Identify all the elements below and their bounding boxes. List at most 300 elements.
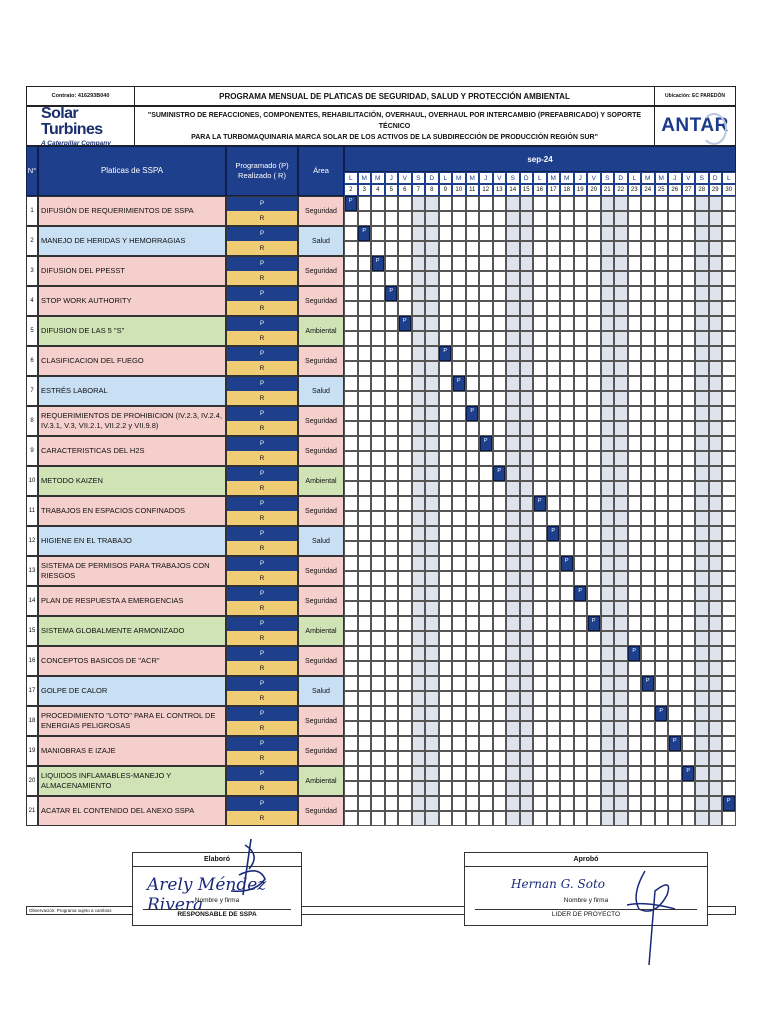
day-cell <box>560 271 574 286</box>
day-cell <box>533 331 547 346</box>
day-cell <box>520 346 534 361</box>
day-cell <box>560 586 574 601</box>
day-cell <box>412 706 426 721</box>
day-cell <box>547 586 561 601</box>
day-cell <box>628 616 642 631</box>
day-cell <box>479 241 493 256</box>
day-cell <box>344 376 358 391</box>
day-cell <box>614 331 628 346</box>
programmed-realized-cell <box>226 706 298 736</box>
area-label: Seguridad <box>298 196 344 226</box>
day-cell <box>466 286 480 301</box>
day-cell <box>493 271 507 286</box>
realized-band: R <box>227 661 297 675</box>
signature-caption: Nombre y firma <box>563 897 609 904</box>
day-cell <box>452 511 466 526</box>
day-cell <box>547 691 561 706</box>
day-cell <box>385 196 399 211</box>
day-cell <box>493 361 507 376</box>
day-cell <box>668 451 682 466</box>
day-cell <box>574 631 588 646</box>
day-cell <box>385 331 399 346</box>
day-cell <box>412 781 426 796</box>
day-cell <box>466 346 480 361</box>
observations-note: Observación: Programa sujeto a cambios <box>26 906 736 915</box>
day-cell <box>358 571 372 586</box>
topic-name: SISTEMA DE PERMISOS PARA TRABAJOS CON RIESGOS <box>38 556 226 586</box>
day-cell <box>668 721 682 736</box>
area-label: Ambiental <box>298 466 344 496</box>
area-label: Salud <box>298 376 344 406</box>
day-cell <box>547 646 561 661</box>
day-cell <box>385 586 399 601</box>
programmed-band: P <box>227 227 297 241</box>
day-cell <box>398 526 412 541</box>
day-cell <box>439 256 453 271</box>
day-cell <box>601 241 615 256</box>
day-cell <box>520 286 534 301</box>
day-cell <box>439 736 453 751</box>
day-cell <box>574 601 588 616</box>
day-cell <box>385 226 399 241</box>
day-cell <box>358 391 372 406</box>
programmed-realized-cell <box>226 376 298 406</box>
day-cell <box>682 451 696 466</box>
calendar-cells <box>344 346 736 376</box>
programmed-realized-cell <box>226 226 298 256</box>
day-cell <box>398 211 412 226</box>
day-cell <box>628 676 642 691</box>
day-cell <box>655 496 669 511</box>
table-row <box>26 256 736 286</box>
day-cell <box>493 616 507 631</box>
calendar-cells <box>344 406 736 436</box>
day-cell <box>722 541 736 556</box>
day-cell <box>506 421 520 436</box>
day-cell <box>682 541 696 556</box>
day-cell <box>641 346 655 361</box>
area-label: Salud <box>298 226 344 256</box>
scheduled-marker: P <box>723 796 735 811</box>
programmed-band: P <box>227 347 297 361</box>
day-cell <box>439 766 453 781</box>
day-cell <box>385 631 399 646</box>
day-cell <box>425 226 439 241</box>
day-cell <box>682 616 696 631</box>
day-cell <box>385 346 399 361</box>
day-cell <box>601 796 615 811</box>
day-cell <box>614 616 628 631</box>
day-cell <box>682 196 696 211</box>
day-number: 9 <box>439 184 453 196</box>
day-cell <box>493 436 507 451</box>
day-cell <box>682 421 696 436</box>
row-number: 6 <box>26 346 38 376</box>
programmed-realized-cell <box>226 676 298 706</box>
day-cell <box>398 421 412 436</box>
day-cell <box>344 421 358 436</box>
day-cell <box>385 736 399 751</box>
day-cell <box>574 796 588 811</box>
day-cell <box>668 226 682 241</box>
day-cell <box>493 451 507 466</box>
day-cell <box>695 271 709 286</box>
day-cell <box>452 751 466 766</box>
day-cell <box>344 481 358 496</box>
day-cell <box>682 376 696 391</box>
day-cell <box>574 691 588 706</box>
topic-name: SISTEMA GLOBALMENTE ARMONIZADO <box>38 616 226 646</box>
calendar-cells <box>344 376 736 406</box>
day-cell <box>371 781 385 796</box>
day-cell <box>466 451 480 466</box>
day-cell <box>371 706 385 721</box>
day-cell <box>709 361 723 376</box>
day-cell <box>506 271 520 286</box>
day-cell <box>412 391 426 406</box>
row-number: 7 <box>26 376 38 406</box>
day-cell <box>520 556 534 571</box>
day-cell <box>452 631 466 646</box>
day-cell <box>398 676 412 691</box>
day-cell <box>533 286 547 301</box>
day-cell <box>533 361 547 376</box>
day-cell <box>506 256 520 271</box>
day-cell <box>601 631 615 646</box>
day-cell <box>709 286 723 301</box>
day-cell <box>371 211 385 226</box>
day-cell <box>358 646 372 661</box>
day-cell <box>574 466 588 481</box>
day-cell <box>601 781 615 796</box>
day-cell <box>695 511 709 526</box>
day-cell <box>358 346 372 361</box>
day-cell <box>506 226 520 241</box>
day-cell <box>533 721 547 736</box>
day-cell <box>560 571 574 586</box>
day-cell <box>574 616 588 631</box>
day-cell <box>358 361 372 376</box>
calendar-cells <box>344 226 736 256</box>
signature-scribble-icon <box>615 865 685 975</box>
programmed-band: P <box>227 197 297 211</box>
table-row <box>26 466 736 496</box>
day-cell <box>614 316 628 331</box>
day-letter: D <box>614 172 628 184</box>
day-cell <box>479 496 493 511</box>
day-cell <box>533 676 547 691</box>
day-cell <box>344 646 358 661</box>
day-number: 19 <box>574 184 588 196</box>
day-cell <box>668 481 682 496</box>
day-number: 5 <box>385 184 399 196</box>
day-cell <box>682 691 696 706</box>
day-cell <box>547 556 561 571</box>
table-row <box>26 556 736 586</box>
day-cell <box>722 691 736 706</box>
day-cell <box>628 436 642 451</box>
day-cell <box>466 526 480 541</box>
day-cell <box>506 196 520 211</box>
day-cell <box>466 361 480 376</box>
day-cell <box>601 586 615 601</box>
day-cell <box>574 391 588 406</box>
day-cell <box>655 751 669 766</box>
day-cell <box>371 241 385 256</box>
day-cell <box>398 736 412 751</box>
day-cell <box>722 256 736 271</box>
topic-name: PROCEDIMIENTO "LOTO" PARA EL CONTROL DE ENERGIAS PELIGROSAS <box>38 706 226 736</box>
day-cell <box>682 751 696 766</box>
day-cell <box>439 496 453 511</box>
day-cell <box>425 781 439 796</box>
day-cell <box>425 241 439 256</box>
day-cell <box>371 196 385 211</box>
day-cell <box>358 271 372 286</box>
scheduled-marker: P <box>358 226 370 241</box>
row-number: 17 <box>26 676 38 706</box>
day-cell <box>641 451 655 466</box>
day-cell <box>425 646 439 661</box>
programmed-band: P <box>227 497 297 511</box>
day-cell <box>412 541 426 556</box>
day-cell <box>668 361 682 376</box>
day-cell <box>628 451 642 466</box>
scheduled-marker: P <box>628 646 640 661</box>
day-cell <box>344 631 358 646</box>
antar-wordmark: ANTAR <box>661 115 729 136</box>
day-cell <box>358 526 372 541</box>
day-cell <box>493 541 507 556</box>
day-cell <box>668 676 682 691</box>
day-cell <box>398 601 412 616</box>
day-cell <box>587 406 601 421</box>
topic-name: METODO KAIZEN <box>38 466 226 496</box>
day-cell <box>668 751 682 766</box>
day-cell <box>587 721 601 736</box>
scheduled-marker: P <box>574 586 586 601</box>
day-cell <box>574 571 588 586</box>
day-cell <box>641 571 655 586</box>
day-cell <box>452 286 466 301</box>
brand-name: Solar Turbines <box>41 104 103 138</box>
day-cell <box>533 526 547 541</box>
day-cell <box>655 301 669 316</box>
day-cell <box>439 196 453 211</box>
programmed-realized-cell <box>226 316 298 346</box>
day-cell <box>533 601 547 616</box>
day-cell <box>628 346 642 361</box>
day-cell <box>425 391 439 406</box>
day-cell <box>655 541 669 556</box>
day-cell <box>560 691 574 706</box>
day-cell <box>601 601 615 616</box>
day-cell <box>709 721 723 736</box>
day-letter: L <box>533 172 547 184</box>
day-cell <box>344 361 358 376</box>
day-cell <box>344 391 358 406</box>
day-cell <box>641 271 655 286</box>
day-cell <box>479 406 493 421</box>
day-number: 16 <box>533 184 547 196</box>
day-cell <box>628 301 642 316</box>
day-cell <box>722 226 736 241</box>
day-cell <box>547 316 561 331</box>
brand-tagline: A Caterpillar Company <box>41 139 111 147</box>
day-cell <box>493 676 507 691</box>
realized-band: R <box>227 781 297 795</box>
day-cell <box>614 241 628 256</box>
day-cell <box>520 406 534 421</box>
day-cell <box>425 631 439 646</box>
day-cell <box>344 751 358 766</box>
day-cell <box>614 436 628 451</box>
day-cell <box>358 496 372 511</box>
signature-box-aprobo <box>464 852 708 926</box>
day-cell <box>398 361 412 376</box>
day-cell <box>533 736 547 751</box>
day-cell <box>574 481 588 496</box>
day-cell <box>452 226 466 241</box>
day-cell <box>371 796 385 811</box>
day-cell <box>439 391 453 406</box>
day-cell <box>358 781 372 796</box>
day-cell <box>466 466 480 481</box>
day-cell <box>560 601 574 616</box>
day-cell <box>601 571 615 586</box>
day-cell <box>695 421 709 436</box>
day-cell <box>493 256 507 271</box>
day-cell <box>385 316 399 331</box>
day-cell <box>520 721 534 736</box>
day-cell <box>479 361 493 376</box>
day-cell <box>668 571 682 586</box>
scheduled-marker: P <box>439 346 451 361</box>
programmed-band: P <box>227 437 297 451</box>
day-header-row <box>344 172 736 196</box>
realized-band: R <box>227 241 297 255</box>
day-cell <box>722 196 736 211</box>
day-cell <box>601 766 615 781</box>
day-cell <box>439 301 453 316</box>
day-cell <box>493 511 507 526</box>
table-row <box>26 706 736 736</box>
day-letter: V <box>682 172 696 184</box>
day-cell <box>344 736 358 751</box>
topic-name: GOLPE DE CALOR <box>38 676 226 706</box>
day-cell <box>722 376 736 391</box>
day-cell <box>452 811 466 826</box>
day-cell <box>641 631 655 646</box>
day-cell <box>587 541 601 556</box>
area-label: Seguridad <box>298 346 344 376</box>
day-cell <box>506 436 520 451</box>
programmed-band: P <box>227 407 297 421</box>
day-cell <box>560 496 574 511</box>
day-cell <box>344 571 358 586</box>
header-top-row <box>26 86 736 106</box>
day-cell <box>709 436 723 451</box>
day-cell <box>560 301 574 316</box>
day-cell <box>614 481 628 496</box>
day-cell <box>587 271 601 286</box>
day-cell <box>533 766 547 781</box>
day-cell <box>533 241 547 256</box>
day-cell <box>547 481 561 496</box>
day-cell <box>560 631 574 646</box>
day-cell <box>439 586 453 601</box>
row-number: 10 <box>26 466 38 496</box>
day-cell <box>641 481 655 496</box>
day-cell <box>682 661 696 676</box>
day-cell <box>493 556 507 571</box>
day-cell <box>547 796 561 811</box>
day-cell <box>560 466 574 481</box>
day-cell <box>547 451 561 466</box>
day-cell <box>344 256 358 271</box>
day-cell <box>668 271 682 286</box>
day-cell <box>722 616 736 631</box>
day-cell <box>479 286 493 301</box>
scheduled-marker: P <box>453 376 465 391</box>
day-cell <box>628 526 642 541</box>
day-cell <box>695 811 709 826</box>
day-cell <box>709 331 723 346</box>
day-cell <box>412 571 426 586</box>
day-cell <box>695 571 709 586</box>
day-cell <box>506 361 520 376</box>
day-cell <box>385 781 399 796</box>
day-cell <box>439 751 453 766</box>
day-cell <box>601 481 615 496</box>
day-cell <box>641 556 655 571</box>
day-cell <box>587 331 601 346</box>
day-cell <box>641 286 655 301</box>
programmed-band: P <box>227 377 297 391</box>
day-cell <box>466 196 480 211</box>
day-cell <box>412 661 426 676</box>
day-cell <box>695 796 709 811</box>
day-cell <box>628 466 642 481</box>
day-cell <box>520 616 534 631</box>
day-cell <box>371 451 385 466</box>
day-cell <box>506 556 520 571</box>
day-cell <box>587 301 601 316</box>
day-cell <box>722 571 736 586</box>
day-cell <box>574 451 588 466</box>
day-cell <box>709 466 723 481</box>
day-cell <box>466 586 480 601</box>
day-cell <box>398 781 412 796</box>
day-cell <box>560 256 574 271</box>
topic-name: TRABAJOS EN ESPACIOS CONFINADOS <box>38 496 226 526</box>
programmed-realized-cell <box>226 496 298 526</box>
day-cell <box>439 466 453 481</box>
day-cell <box>709 586 723 601</box>
day-cell <box>574 781 588 796</box>
day-cell <box>574 721 588 736</box>
day-cell <box>628 631 642 646</box>
day-cell <box>641 466 655 481</box>
day-cell <box>344 721 358 736</box>
day-cell <box>493 601 507 616</box>
day-cell <box>709 616 723 631</box>
day-cell <box>466 796 480 811</box>
day-cell <box>479 796 493 811</box>
programmed-realized-cell <box>226 286 298 316</box>
day-cell <box>398 271 412 286</box>
calendar-cells <box>344 646 736 676</box>
